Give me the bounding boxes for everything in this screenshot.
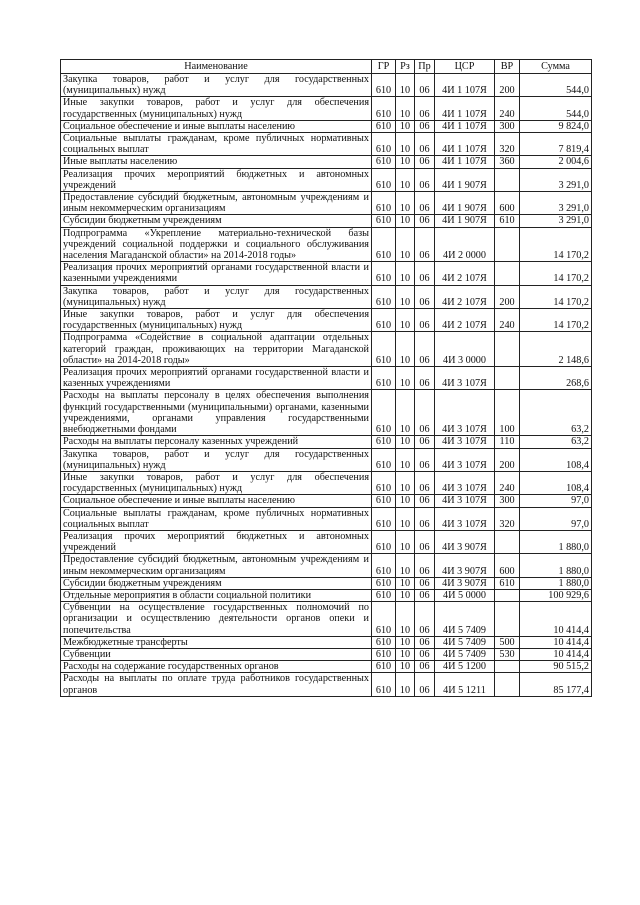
- cell-gr: 610: [372, 285, 396, 308]
- cell-name: Социальные выплаты гражданам, кроме публичных нормативных социальных выплат: [61, 133, 372, 156]
- header-vr: ВР: [495, 60, 520, 74]
- cell-rz: 10: [396, 471, 415, 494]
- cell-csr: 4И 1 907Я: [435, 215, 495, 227]
- cell-rz: 10: [396, 554, 415, 577]
- cell-rz: 10: [396, 507, 415, 530]
- cell-vr: 200: [495, 74, 520, 97]
- cell-csr: 4И 3 107Я: [435, 507, 495, 530]
- table-row: [61, 390, 592, 436]
- cell-csr: 4И 3 907Я: [435, 554, 495, 577]
- cell-pr: 06: [415, 471, 435, 494]
- table-row: [61, 120, 592, 132]
- cell-name: Расходы на выплаты по оплате труда работников государственных органов: [61, 673, 372, 696]
- cell-sum: 268,6: [520, 367, 592, 390]
- cell-sum: 2 004,6: [520, 156, 592, 168]
- cell-rz: 10: [396, 602, 415, 637]
- cell-sum: 14 170,2: [520, 262, 592, 285]
- cell-gr: 610: [372, 367, 396, 390]
- cell-gr: 610: [372, 448, 396, 471]
- cell-pr: 06: [415, 507, 435, 530]
- cell-csr: 4И 3 107Я: [435, 390, 495, 436]
- cell-gr: 610: [372, 262, 396, 285]
- cell-sum: 3 291,0: [520, 215, 592, 227]
- cell-csr: 4И 1 107Я: [435, 133, 495, 156]
- cell-rz: 10: [396, 309, 415, 332]
- table-row: [61, 602, 592, 637]
- cell-vr: 600: [495, 554, 520, 577]
- cell-rz: 10: [396, 390, 415, 436]
- cell-pr: 06: [415, 530, 435, 553]
- cell-gr: 610: [372, 227, 396, 262]
- cell-rz: 10: [396, 215, 415, 227]
- table-row: [61, 577, 592, 589]
- budget-table: [60, 59, 592, 697]
- cell-gr: 610: [372, 507, 396, 530]
- cell-pr: 06: [415, 661, 435, 673]
- cell-name: Иные закупки товаров, работ и услуг для обеспечения государственных (муниципальных) нужд: [61, 309, 372, 332]
- table-row: [61, 589, 592, 601]
- cell-vr: [495, 661, 520, 673]
- cell-gr: 610: [372, 602, 396, 637]
- cell-sum: 10 414,4: [520, 648, 592, 660]
- cell-pr: 06: [415, 448, 435, 471]
- cell-name: Социальное обеспечение и иные выплаты населению: [61, 495, 372, 507]
- cell-gr: 610: [372, 133, 396, 156]
- cell-sum: 85 177,4: [520, 673, 592, 696]
- cell-sum: 544,0: [520, 74, 592, 97]
- table-row: [61, 168, 592, 191]
- cell-name: Субвенции на осуществление государственных полномочий по организации и осуществлению деятельности органов опеки и попечительства: [61, 602, 372, 637]
- cell-vr: 100: [495, 390, 520, 436]
- cell-vr: [495, 589, 520, 601]
- cell-gr: 610: [372, 673, 396, 696]
- cell-rz: 10: [396, 97, 415, 120]
- cell-pr: 06: [415, 262, 435, 285]
- cell-gr: 610: [372, 495, 396, 507]
- cell-gr: 610: [372, 530, 396, 553]
- cell-pr: 06: [415, 495, 435, 507]
- cell-rz: 10: [396, 227, 415, 262]
- cell-vr: 320: [495, 133, 520, 156]
- cell-vr: [495, 168, 520, 191]
- cell-name: Закупка товаров, работ и услуг для государственных (муниципальных) нужд: [61, 74, 372, 97]
- cell-vr: [495, 530, 520, 553]
- cell-gr: 610: [372, 471, 396, 494]
- cell-pr: 06: [415, 673, 435, 696]
- cell-rz: 10: [396, 262, 415, 285]
- cell-rz: 10: [396, 285, 415, 308]
- cell-csr: 4И 3 107Я: [435, 471, 495, 494]
- header-rz: Рз: [396, 60, 415, 74]
- header-name: Наименование: [61, 60, 372, 74]
- cell-csr: 4И 3 107Я: [435, 436, 495, 448]
- cell-vr: 610: [495, 577, 520, 589]
- cell-csr: 4И 5 1200: [435, 661, 495, 673]
- cell-vr: [495, 262, 520, 285]
- cell-name: Социальное обеспечение и иные выплаты населению: [61, 120, 372, 132]
- cell-rz: 10: [396, 636, 415, 648]
- cell-csr: 4И 3 907Я: [435, 577, 495, 589]
- header-gr: ГР: [372, 60, 396, 74]
- cell-vr: 240: [495, 471, 520, 494]
- table-row: [61, 227, 592, 262]
- cell-gr: 610: [372, 74, 396, 97]
- cell-pr: 06: [415, 648, 435, 660]
- cell-rz: 10: [396, 156, 415, 168]
- table-row: [61, 133, 592, 156]
- cell-pr: 06: [415, 133, 435, 156]
- cell-name: Отдельные мероприятия в области социальной политики: [61, 589, 372, 601]
- cell-gr: 610: [372, 436, 396, 448]
- table-row: [61, 661, 592, 673]
- table-row: [61, 636, 592, 648]
- cell-vr: [495, 673, 520, 696]
- header-csr: ЦСР: [435, 60, 495, 74]
- cell-vr: 530: [495, 648, 520, 660]
- cell-rz: 10: [396, 530, 415, 553]
- table-row: [61, 495, 592, 507]
- cell-name: Расходы на содержание государственных органов: [61, 661, 372, 673]
- cell-gr: 610: [372, 168, 396, 191]
- cell-gr: 610: [372, 97, 396, 120]
- cell-pr: 06: [415, 285, 435, 308]
- cell-sum: 3 291,0: [520, 192, 592, 215]
- cell-csr: 4И 1 907Я: [435, 192, 495, 215]
- table-row: [61, 471, 592, 494]
- cell-pr: 06: [415, 436, 435, 448]
- cell-rz: 10: [396, 168, 415, 191]
- cell-csr: 4И 1 907Я: [435, 168, 495, 191]
- cell-rz: 10: [396, 192, 415, 215]
- cell-gr: 610: [372, 309, 396, 332]
- cell-sum: 97,0: [520, 507, 592, 530]
- cell-pr: 06: [415, 390, 435, 436]
- cell-vr: [495, 367, 520, 390]
- cell-csr: 4И 3 107Я: [435, 495, 495, 507]
- cell-sum: 2 148,6: [520, 332, 592, 367]
- cell-sum: 63,2: [520, 436, 592, 448]
- cell-vr: 240: [495, 97, 520, 120]
- cell-sum: 90 515,2: [520, 661, 592, 673]
- cell-rz: 10: [396, 648, 415, 660]
- cell-vr: 610: [495, 215, 520, 227]
- cell-gr: 610: [372, 390, 396, 436]
- cell-sum: 97,0: [520, 495, 592, 507]
- cell-vr: [495, 602, 520, 637]
- table-row: [61, 156, 592, 168]
- cell-vr: 360: [495, 156, 520, 168]
- cell-gr: 610: [372, 589, 396, 601]
- cell-sum: 7 819,4: [520, 133, 592, 156]
- cell-csr: 4И 3 107Я: [435, 448, 495, 471]
- cell-sum: 1 880,0: [520, 554, 592, 577]
- cell-csr: 4И 1 107Я: [435, 120, 495, 132]
- cell-name: Реализация прочих мероприятий органами государственной власти и казенных учреждениями: [61, 367, 372, 390]
- cell-pr: 06: [415, 554, 435, 577]
- table-row: [61, 436, 592, 448]
- table-row: [61, 192, 592, 215]
- table-row: [61, 332, 592, 367]
- table-row: [61, 507, 592, 530]
- cell-csr: 4И 1 107Я: [435, 156, 495, 168]
- cell-sum: 100 929,6: [520, 589, 592, 601]
- table-row: [61, 309, 592, 332]
- cell-sum: 10 414,4: [520, 602, 592, 637]
- table-row: [61, 215, 592, 227]
- cell-gr: 610: [372, 215, 396, 227]
- cell-vr: 110: [495, 436, 520, 448]
- cell-rz: 10: [396, 448, 415, 471]
- cell-name: Подпрограмма «Укрепление материально-технической базы учреждений социальной поддержки и социального обслуживания населения Магаданской области» на 2014-2018 годы»: [61, 227, 372, 262]
- cell-pr: 06: [415, 215, 435, 227]
- cell-gr: 610: [372, 661, 396, 673]
- table-row: [61, 554, 592, 577]
- table-row: [61, 285, 592, 308]
- cell-csr: 4И 3 907Я: [435, 530, 495, 553]
- cell-pr: 06: [415, 332, 435, 367]
- cell-name: Предоставление субсидий бюджетным, автономным учреждениям и иным некоммерческим организациям: [61, 554, 372, 577]
- table-row: [61, 530, 592, 553]
- cell-csr: 4И 3 107Я: [435, 367, 495, 390]
- cell-pr: 06: [415, 192, 435, 215]
- cell-csr: 4И 5 7409: [435, 636, 495, 648]
- cell-rz: 10: [396, 495, 415, 507]
- cell-csr: 4И 5 7409: [435, 602, 495, 637]
- cell-sum: 14 170,2: [520, 227, 592, 262]
- cell-pr: 06: [415, 97, 435, 120]
- cell-sum: 1 880,0: [520, 530, 592, 553]
- header-pr: Пр: [415, 60, 435, 74]
- table-row: [61, 648, 592, 660]
- cell-name: Субвенции: [61, 648, 372, 660]
- cell-name: Расходы на выплаты персоналу казенных учреждений: [61, 436, 372, 448]
- cell-vr: [495, 227, 520, 262]
- cell-gr: 610: [372, 636, 396, 648]
- table-row: [61, 97, 592, 120]
- cell-sum: 1 880,0: [520, 577, 592, 589]
- table-row: [61, 262, 592, 285]
- cell-pr: 06: [415, 120, 435, 132]
- cell-csr: 4И 5 7409: [435, 648, 495, 660]
- cell-gr: 610: [372, 648, 396, 660]
- cell-name: Подпрограмма «Содействие в социальной адаптации отдельных категорий граждан, проживающих на территории Магаданской области» на 2014-2018 годы»: [61, 332, 372, 367]
- cell-name: Социальные выплаты гражданам, кроме публичных нормативных социальных выплат: [61, 507, 372, 530]
- cell-sum: 10 414,4: [520, 636, 592, 648]
- budget-document: [60, 59, 591, 697]
- cell-csr: 4И 2 107Я: [435, 262, 495, 285]
- table-row: [61, 367, 592, 390]
- cell-name: Иные закупки товаров, работ и услуг для обеспечения государственных (муниципальных) нужд: [61, 471, 372, 494]
- header-sum: Сумма: [520, 60, 592, 74]
- cell-pr: 06: [415, 577, 435, 589]
- cell-pr: 06: [415, 589, 435, 601]
- cell-name: Субсидии бюджетным учреждениям: [61, 577, 372, 589]
- cell-rz: 10: [396, 673, 415, 696]
- cell-rz: 10: [396, 120, 415, 132]
- cell-pr: 06: [415, 74, 435, 97]
- cell-name: Предоставление субсидий бюджетным, автономным учреждениям и иным некоммерческим организациям: [61, 192, 372, 215]
- cell-sum: 63,2: [520, 390, 592, 436]
- cell-name: Иные выплаты населению: [61, 156, 372, 168]
- table-body: [61, 74, 592, 697]
- cell-sum: 108,4: [520, 471, 592, 494]
- cell-pr: 06: [415, 168, 435, 191]
- cell-sum: 9 824,0: [520, 120, 592, 132]
- cell-name: Иные закупки товаров, работ и услуг для обеспечения государственных (муниципальных) нужд: [61, 97, 372, 120]
- cell-pr: 06: [415, 309, 435, 332]
- table-header-row: [61, 60, 592, 74]
- cell-gr: 610: [372, 156, 396, 168]
- cell-gr: 610: [372, 577, 396, 589]
- cell-sum: 108,4: [520, 448, 592, 471]
- cell-pr: 06: [415, 636, 435, 648]
- cell-name: Реализация прочих мероприятий бюджетных и автономных учреждений: [61, 530, 372, 553]
- cell-gr: 610: [372, 332, 396, 367]
- cell-vr: 240: [495, 309, 520, 332]
- cell-sum: 14 170,2: [520, 285, 592, 308]
- cell-vr: 200: [495, 285, 520, 308]
- cell-vr: 300: [495, 495, 520, 507]
- cell-name: Реализация прочих мероприятий бюджетных и автономных учреждений: [61, 168, 372, 191]
- cell-rz: 10: [396, 577, 415, 589]
- cell-rz: 10: [396, 332, 415, 367]
- cell-sum: 14 170,2: [520, 309, 592, 332]
- table-row: [61, 673, 592, 696]
- cell-rz: 10: [396, 133, 415, 156]
- cell-name: Межбюджетные трансферты: [61, 636, 372, 648]
- cell-name: Реализация прочих мероприятий органами государственной власти и казенными учреждениями: [61, 262, 372, 285]
- cell-vr: 320: [495, 507, 520, 530]
- cell-vr: 200: [495, 448, 520, 471]
- cell-csr: 4И 5 0000: [435, 589, 495, 601]
- cell-sum: 544,0: [520, 97, 592, 120]
- cell-csr: 4И 2 0000: [435, 227, 495, 262]
- cell-rz: 10: [396, 661, 415, 673]
- cell-csr: 4И 1 107Я: [435, 97, 495, 120]
- cell-gr: 610: [372, 120, 396, 132]
- cell-pr: 06: [415, 156, 435, 168]
- cell-name: Закупка товаров, работ и услуг для государственных (муниципальных) нужд: [61, 448, 372, 471]
- cell-vr: 300: [495, 120, 520, 132]
- cell-csr: 4И 5 1211: [435, 673, 495, 696]
- cell-name: Закупка товаров, работ и услуг для государственных (муниципальных) нужд: [61, 285, 372, 308]
- cell-pr: 06: [415, 367, 435, 390]
- cell-name: Субсидии бюджетным учреждениям: [61, 215, 372, 227]
- cell-csr: 4И 1 107Я: [435, 74, 495, 97]
- cell-rz: 10: [396, 589, 415, 601]
- cell-name: Расходы на выплаты персоналу в целях обеспечения выполнения функций государственными (муниципальными) органами, казенными учреждениями, органами управления государственными внебюджетными фондами: [61, 390, 372, 436]
- cell-rz: 10: [396, 436, 415, 448]
- table-row: [61, 74, 592, 97]
- cell-csr: 4И 2 107Я: [435, 309, 495, 332]
- cell-rz: 10: [396, 74, 415, 97]
- cell-vr: 600: [495, 192, 520, 215]
- cell-sum: 3 291,0: [520, 168, 592, 191]
- cell-gr: 610: [372, 192, 396, 215]
- cell-csr: 4И 2 107Я: [435, 285, 495, 308]
- cell-csr: 4И 3 0000: [435, 332, 495, 367]
- cell-vr: 500: [495, 636, 520, 648]
- cell-vr: [495, 332, 520, 367]
- cell-pr: 06: [415, 602, 435, 637]
- cell-gr: 610: [372, 554, 396, 577]
- cell-pr: 06: [415, 227, 435, 262]
- cell-rz: 10: [396, 367, 415, 390]
- table-row: [61, 448, 592, 471]
